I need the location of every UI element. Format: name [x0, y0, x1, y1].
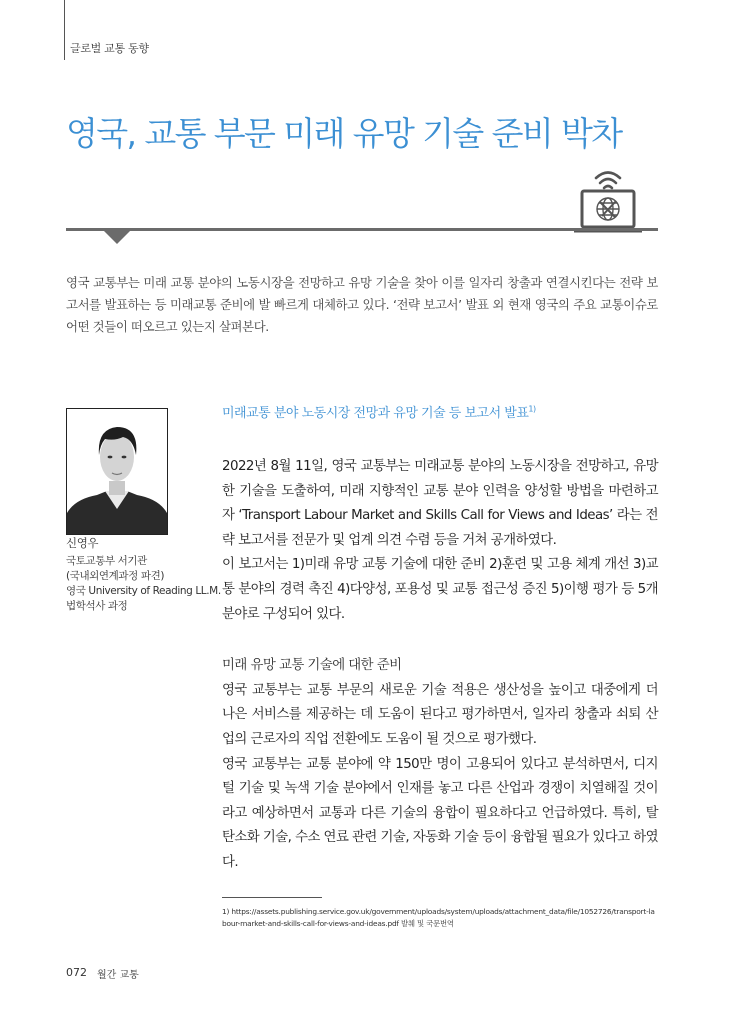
- footnote-ref: 1): [528, 404, 536, 414]
- author-name: 신영우: [66, 536, 99, 550]
- side-rule: [64, 0, 65, 60]
- article-body: [222, 455, 658, 876]
- subheading: 미래 유망 교통 기술에 대한 준비: [222, 658, 402, 674]
- page-title: 영국, 교통 부문 미래 유망 기술 준비 박차: [66, 114, 622, 153]
- author-line: 법학석사 과정: [66, 600, 128, 612]
- section-heading-text: 미래교통 분야 노동시장 전망과 유망 기술 등 보고서 발표: [222, 406, 529, 421]
- page-number: 072: [66, 966, 87, 979]
- author-photo-illustration: [67, 409, 167, 534]
- body-paragraph: 영국 교통부는 교통 부문의 새로운 기술 적용은 생산성을 높이고 대중에게 더 나은 서비스를 제공하는 데 도움이 된다고 평가하면서, 일자리 창출과 쇠퇴 산업의 근로자의 직업 전환에도 도움이 될 것으로 평가했다.: [222, 682, 658, 747]
- author-line: 국토교통부 서기관: [66, 555, 147, 567]
- author-line: 영국 University of Reading LL.M.: [66, 585, 221, 597]
- author-info: [66, 536, 221, 614]
- magazine-name: 월간 교통: [97, 970, 139, 981]
- section-label: 글로벌 교통 동향: [70, 42, 149, 55]
- body-paragraph: 영국 교통부는 교통 분야에 약 150만 명이 고용되어 있다고 분석하면서, 디지털 기술 및 녹색 기술 분야에서 인재를 놓고 다른 산업과 경쟁이 치열해질 것이라고 예상하면서 교통과 다른 기술의 융합이 필요하다고 언급하였다. 특히, 탈탄소화 기술, 수소 연료 관련 기술, 자동화 기술 등이 융합될 필요가 있다고 하였다.: [222, 756, 658, 870]
- author-line: (국내외연계과정 파견): [66, 570, 165, 582]
- title-rule: [66, 228, 658, 231]
- author-photo: [66, 408, 168, 535]
- intro-paragraph: 영국 교통부는 미래 교통 분야의 노동시장을 전망하고 유망 기술을 찾아 이를 일자리 창출과 연결시킨다는 전략 보고서를 발표하는 등 미래교통 준비에 발 빠르게 대체하고 있다. ‘전략 보고서’ 발표 외 현재 영국의 주요 교통이슈로 어떤 것들이 떠오르고 있는지 살펴본다.: [66, 275, 658, 334]
- body-paragraph: 2022년 8월 11일, 영국 교통부는 미래교통 분야의 노동시장을 전망하고, 유망한 기술을 도출하여, 미래 지향적인 교통 분야 인력을 양성할 방법을 마련하고자 ‘Transport Labour Market and Skills Call for Views and Ideas’ 라는 전략 보고서를 전문가 및 업계 의견 수렴 등을 거쳐 공개하였다.: [222, 459, 658, 548]
- section-heading: [222, 402, 536, 421]
- footnote: 1) https://assets.publishing.service.gov.uk/government/uploads/system/uploads/attachment_data/file/1052726/transport-labour-market-and-skills-call-for-views-and-ideas.pdf 발췌 및 국문번역: [222, 907, 655, 928]
- rule-pointer: [104, 231, 130, 244]
- body-paragraph: 이 보고서는 1)미래 유망 교통 기술에 대한 준비 2)훈련 및 고용 체계 개선 3)교통 분야의 경력 촉진 4)다양성, 포용성 및 교통 접근성 증진 5)이행 평가 등 5개 분야로 구성되어 있다.: [222, 557, 658, 622]
- footnote-rule: [222, 897, 322, 898]
